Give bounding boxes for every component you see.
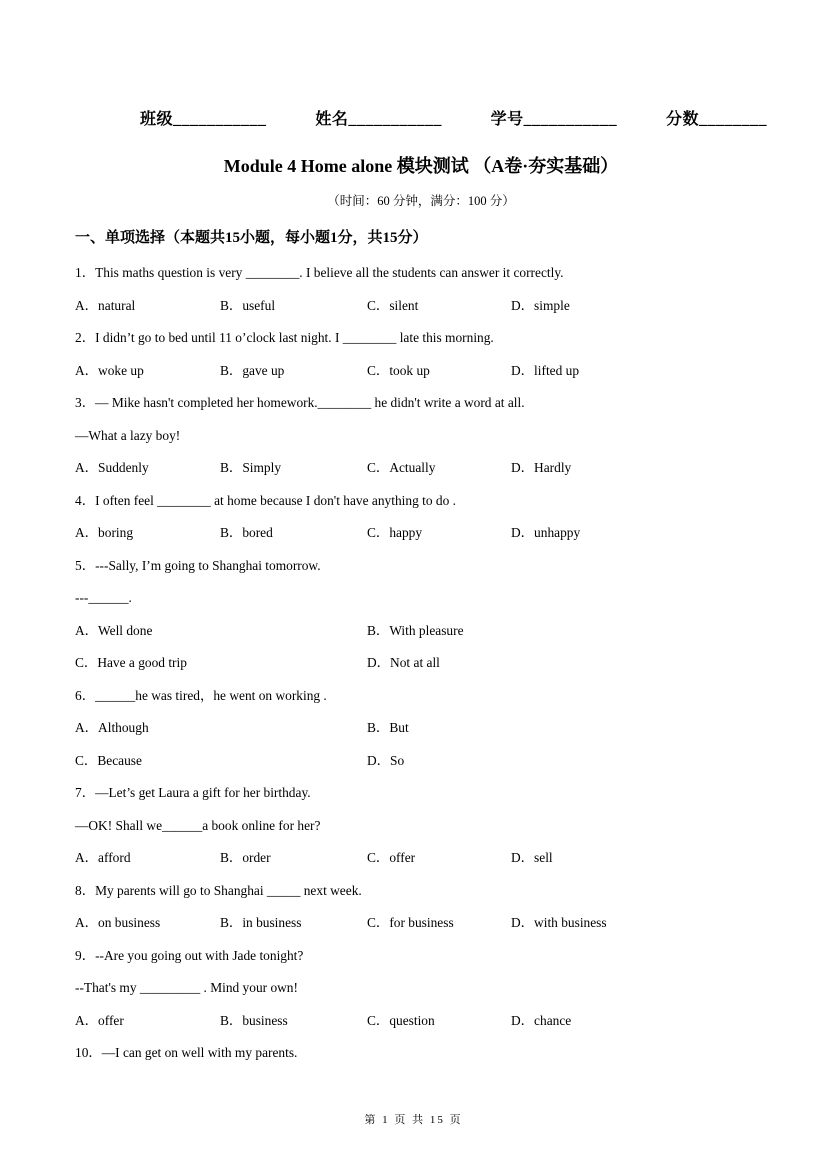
option: C．Because xyxy=(75,752,142,768)
option: B．order xyxy=(220,850,271,865)
exam-time-info: （时间：60 分钟，满分：100 分） xyxy=(327,194,515,208)
student-info-fields xyxy=(140,105,767,135)
question xyxy=(75,680,767,778)
option: D．So xyxy=(367,752,405,768)
option: C．question xyxy=(367,1012,435,1028)
option: A．Suddenly xyxy=(75,460,149,475)
question-text: 3．— Mike hasn't completed her homework.________ he didn't write a word at all. xyxy=(75,395,525,410)
question xyxy=(75,550,767,680)
option-row xyxy=(75,452,767,485)
question-text: 2．I didn’t go to bed until 11 o’clock last night. I ________ late this morning. xyxy=(75,330,494,345)
question xyxy=(75,485,767,550)
option: C．happy xyxy=(367,525,423,540)
option: D．with business xyxy=(511,915,607,930)
option: D．unhappy xyxy=(511,525,581,540)
option: D．simple xyxy=(511,297,570,313)
option: B．business xyxy=(220,1012,288,1028)
option: B．in business xyxy=(220,915,302,930)
question-text: 4．I often feel ________ at home because I don't have anything to do . xyxy=(75,492,456,508)
option: A．Although xyxy=(75,720,149,735)
option: C．for business xyxy=(367,915,454,930)
option: B．But xyxy=(367,720,409,735)
question-text: 7．—Let’s get Laura a gift for her birthday. xyxy=(75,785,311,800)
option: A．natural xyxy=(75,297,136,313)
question-text: 9．--Are you going out with Jade tonight? xyxy=(75,947,304,963)
student-number-field: 学号___________ xyxy=(490,111,618,128)
question xyxy=(75,875,767,940)
question xyxy=(75,940,767,1038)
option: D．sell xyxy=(511,850,553,865)
option: A．on business xyxy=(75,915,161,930)
option: D．chance xyxy=(511,1012,572,1028)
option: A．offer xyxy=(75,1012,124,1028)
option: C．took up xyxy=(367,362,430,378)
option: D．lifted up xyxy=(511,362,580,378)
option-row xyxy=(75,647,767,680)
option-row xyxy=(75,1005,767,1038)
question-text: —OK! Shall we______a book online for her? xyxy=(75,817,321,833)
score-field: 分数________ xyxy=(665,111,767,128)
question-text: 5．---Sally, I’m going to Shanghai tomorrow. xyxy=(75,557,321,573)
option: C．Have a good trip xyxy=(75,655,187,670)
name-field: 姓名___________ xyxy=(315,111,442,128)
option: B．gave up xyxy=(220,362,285,378)
option-row xyxy=(75,290,767,323)
question-text: 8．My parents will go to Shanghai _____ next week. xyxy=(75,882,362,898)
page-title: Module 4 Home alone 模块测试 （A卷·夯实基础） xyxy=(223,156,619,176)
question-text: 6．______he was tired，he went on working . xyxy=(75,687,327,703)
option: A．boring xyxy=(75,525,134,540)
question xyxy=(75,1037,767,1070)
questions xyxy=(75,257,767,1070)
option-row xyxy=(75,355,767,388)
option: B．useful xyxy=(220,297,276,313)
option: B．bored xyxy=(220,525,273,540)
page-number-footer: 第 1 页 共 15 页 xyxy=(364,1114,463,1126)
question-text: —What a lazy boy! xyxy=(75,427,181,443)
option-row xyxy=(75,517,767,550)
option: A．afford xyxy=(75,850,131,865)
option: A．Well done xyxy=(75,622,153,638)
question-text: 10．—I can get on well with my parents. xyxy=(75,1045,298,1060)
option: B．With pleasure xyxy=(367,622,464,638)
option: C．offer xyxy=(367,850,416,865)
option-row xyxy=(75,842,767,875)
question-text: --That's my _________ . Mind your own! xyxy=(75,980,298,995)
question xyxy=(75,322,767,387)
option: D．Hardly xyxy=(511,460,572,475)
option: C．Actually xyxy=(367,460,436,475)
option: A．woke up xyxy=(75,362,144,378)
page-content xyxy=(0,105,827,1070)
question-text: 1．This maths question is very ________. I believe all the students can answer it correctly. xyxy=(75,265,564,280)
option-row xyxy=(75,745,767,778)
question-text: ---______. xyxy=(75,590,132,605)
question xyxy=(75,387,767,485)
option: C．silent xyxy=(367,297,419,313)
option: D．Not at all xyxy=(367,655,440,670)
class-field: 班级___________ xyxy=(140,111,267,128)
option: B．Simply xyxy=(220,460,282,475)
option-row xyxy=(75,615,767,648)
question xyxy=(75,777,767,875)
option-row xyxy=(75,712,767,745)
section-title: 一、单项选择（本题共15小题，每小题1分，共15分） xyxy=(75,230,428,246)
question xyxy=(75,257,767,322)
option-row xyxy=(75,907,767,940)
